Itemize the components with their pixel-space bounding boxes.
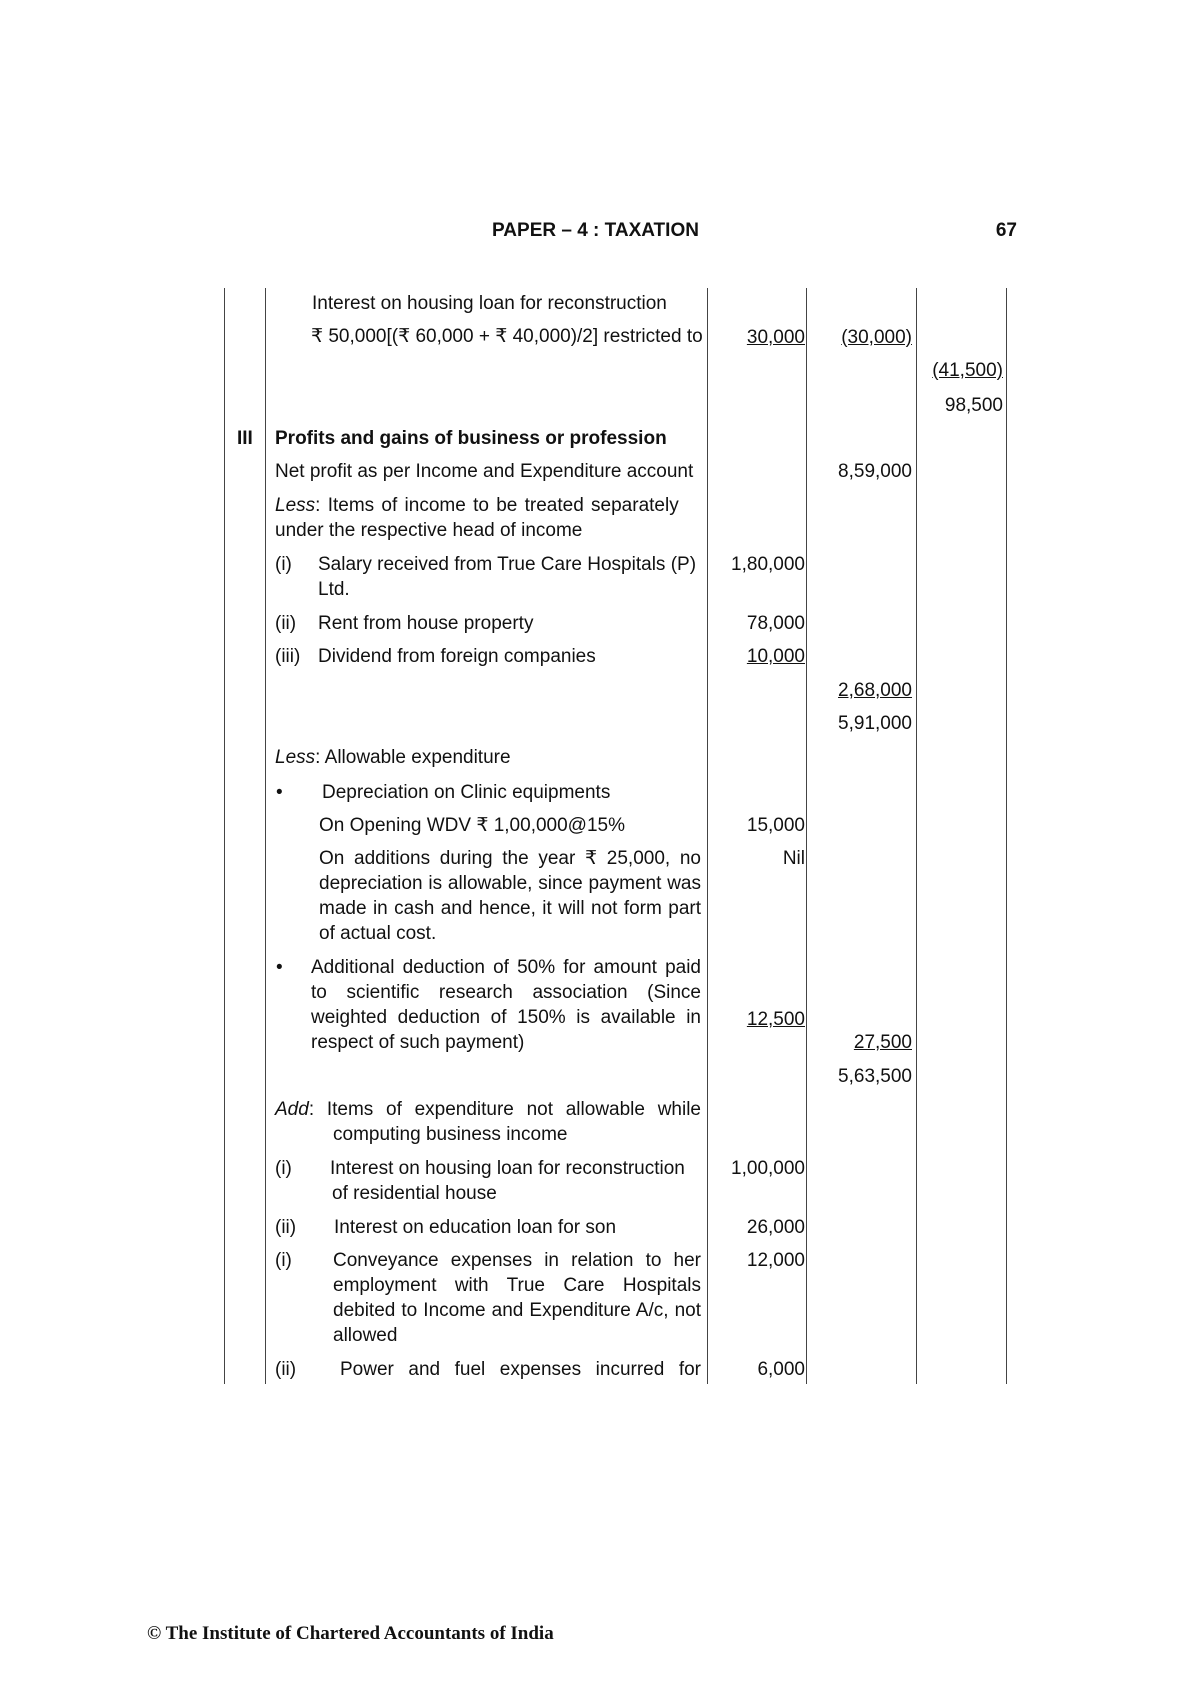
row-label: of residential house [332,1183,497,1204]
amount-cell: 30,000 [746,327,805,348]
item-number: (ii) [275,1359,297,1380]
page-footer: © The Institute of Chartered Accountants of India [147,1623,554,1644]
amount-cell: 2,68,000 [838,680,912,701]
table-rule-3 [806,288,807,1384]
amount-cell: (30,000) [841,327,912,348]
amount-cell: (41,500) [932,360,1003,381]
section-title: Profits and gains of business or profession [275,428,667,449]
paragraph-line: made in cash and hence, it will not form part [319,898,701,919]
bullet-icon: • [276,957,283,978]
amount-cell: 12,000 [746,1250,805,1271]
paragraph-line: allowed [333,1325,398,1346]
row-label: Interest on housing loan for reconstruction [330,1158,685,1179]
amount-cell: 5,91,000 [838,713,912,734]
row-label: Ltd. [318,579,350,600]
paragraph-line: to scientific research association (Since [311,982,701,1003]
paragraph-line: Power and fuel expenses incurred for [340,1359,701,1380]
amount-cell: 1,00,000 [731,1158,805,1179]
amount-cell: 10,000 [746,646,805,667]
page-number: 67 [995,220,1017,241]
table-rule-1 [265,288,266,1384]
table-rule-4 [916,288,917,1384]
add-heading [275,1097,701,1122]
paragraph-line: employment with True Care Hospitals [333,1275,701,1296]
less-rest: : Allowable expenditure [315,747,511,768]
item-number: (ii) [275,1217,297,1238]
row-label: ₹ 50,000[(₹ 60,000 + ₹ 40,000)/2] restricted to [311,326,703,347]
amount-cell: Nil [782,848,805,869]
paragraph-line: of actual cost. [319,923,437,944]
paragraph-line: On additions during the year ₹ 25,000, no [319,848,701,869]
paragraph-line: depreciation is allowable, since payment was [319,873,701,894]
item-number: (ii) [275,613,297,634]
less-heading [275,745,511,770]
paragraph-line: respect of such payment) [311,1032,525,1053]
row-label: Net profit as per Income and Expenditure account [275,461,694,482]
less-em: Less [275,747,316,768]
row-label: Depreciation on Clinic equipments [322,782,611,803]
paragraph-line: Conveyance expenses in relation to her [333,1250,701,1271]
amount-cell: 26,000 [746,1217,805,1238]
page-header-title: PAPER – 4 : TAXATION [492,220,699,241]
item-number: (i) [275,554,292,575]
item-number: (i) [275,1158,292,1179]
add-em: Add [275,1099,309,1120]
row-label: On Opening WDV ₹ 1,00,000@15% [319,815,625,836]
paragraph-line: weighted deduction of 150% is available in [311,1007,701,1028]
amount-cell: 5,63,500 [838,1066,912,1087]
amount-cell: 1,80,000 [731,554,805,575]
section-number: III [237,428,253,449]
row-label: computing business income [333,1124,568,1145]
row-label: Rent from house property [318,613,534,634]
row-label: Dividend from foreign companies [318,646,596,667]
less-rest: : Items of income to be treated separately [315,495,679,516]
bullet-icon: • [276,782,283,803]
row-label: Interest on education loan for son [334,1217,617,1238]
row-label: under the respective head of income [275,520,583,541]
paragraph-line: Additional deduction of 50% for amount paid [311,957,701,978]
amount-cell: 98,500 [944,395,1003,416]
row-label: Salary received from True Care Hospitals (P) [318,554,697,575]
amount-cell: 15,000 [746,815,805,836]
amount-cell: 12,500 [746,1009,805,1030]
less-em: Less [275,495,316,516]
amount-cell: 6,000 [757,1359,805,1380]
row-label: Interest on housing loan for reconstruction [312,293,667,314]
item-number: (i) [275,1250,292,1271]
amount-cell: 8,59,000 [838,461,912,482]
amount-cell: 78,000 [746,613,805,634]
amount-cell: 27,500 [853,1032,912,1053]
add-rest: : Items of expenditure not allowable while [308,1099,701,1120]
table-rule-right [1006,288,1007,1384]
table-rule-2 [707,288,708,1384]
item-number: (iii) [275,646,301,667]
paragraph-line: debited to Income and Expenditure A/c, not [333,1300,701,1321]
less-heading [275,493,701,518]
table-rule-left [224,288,225,1384]
